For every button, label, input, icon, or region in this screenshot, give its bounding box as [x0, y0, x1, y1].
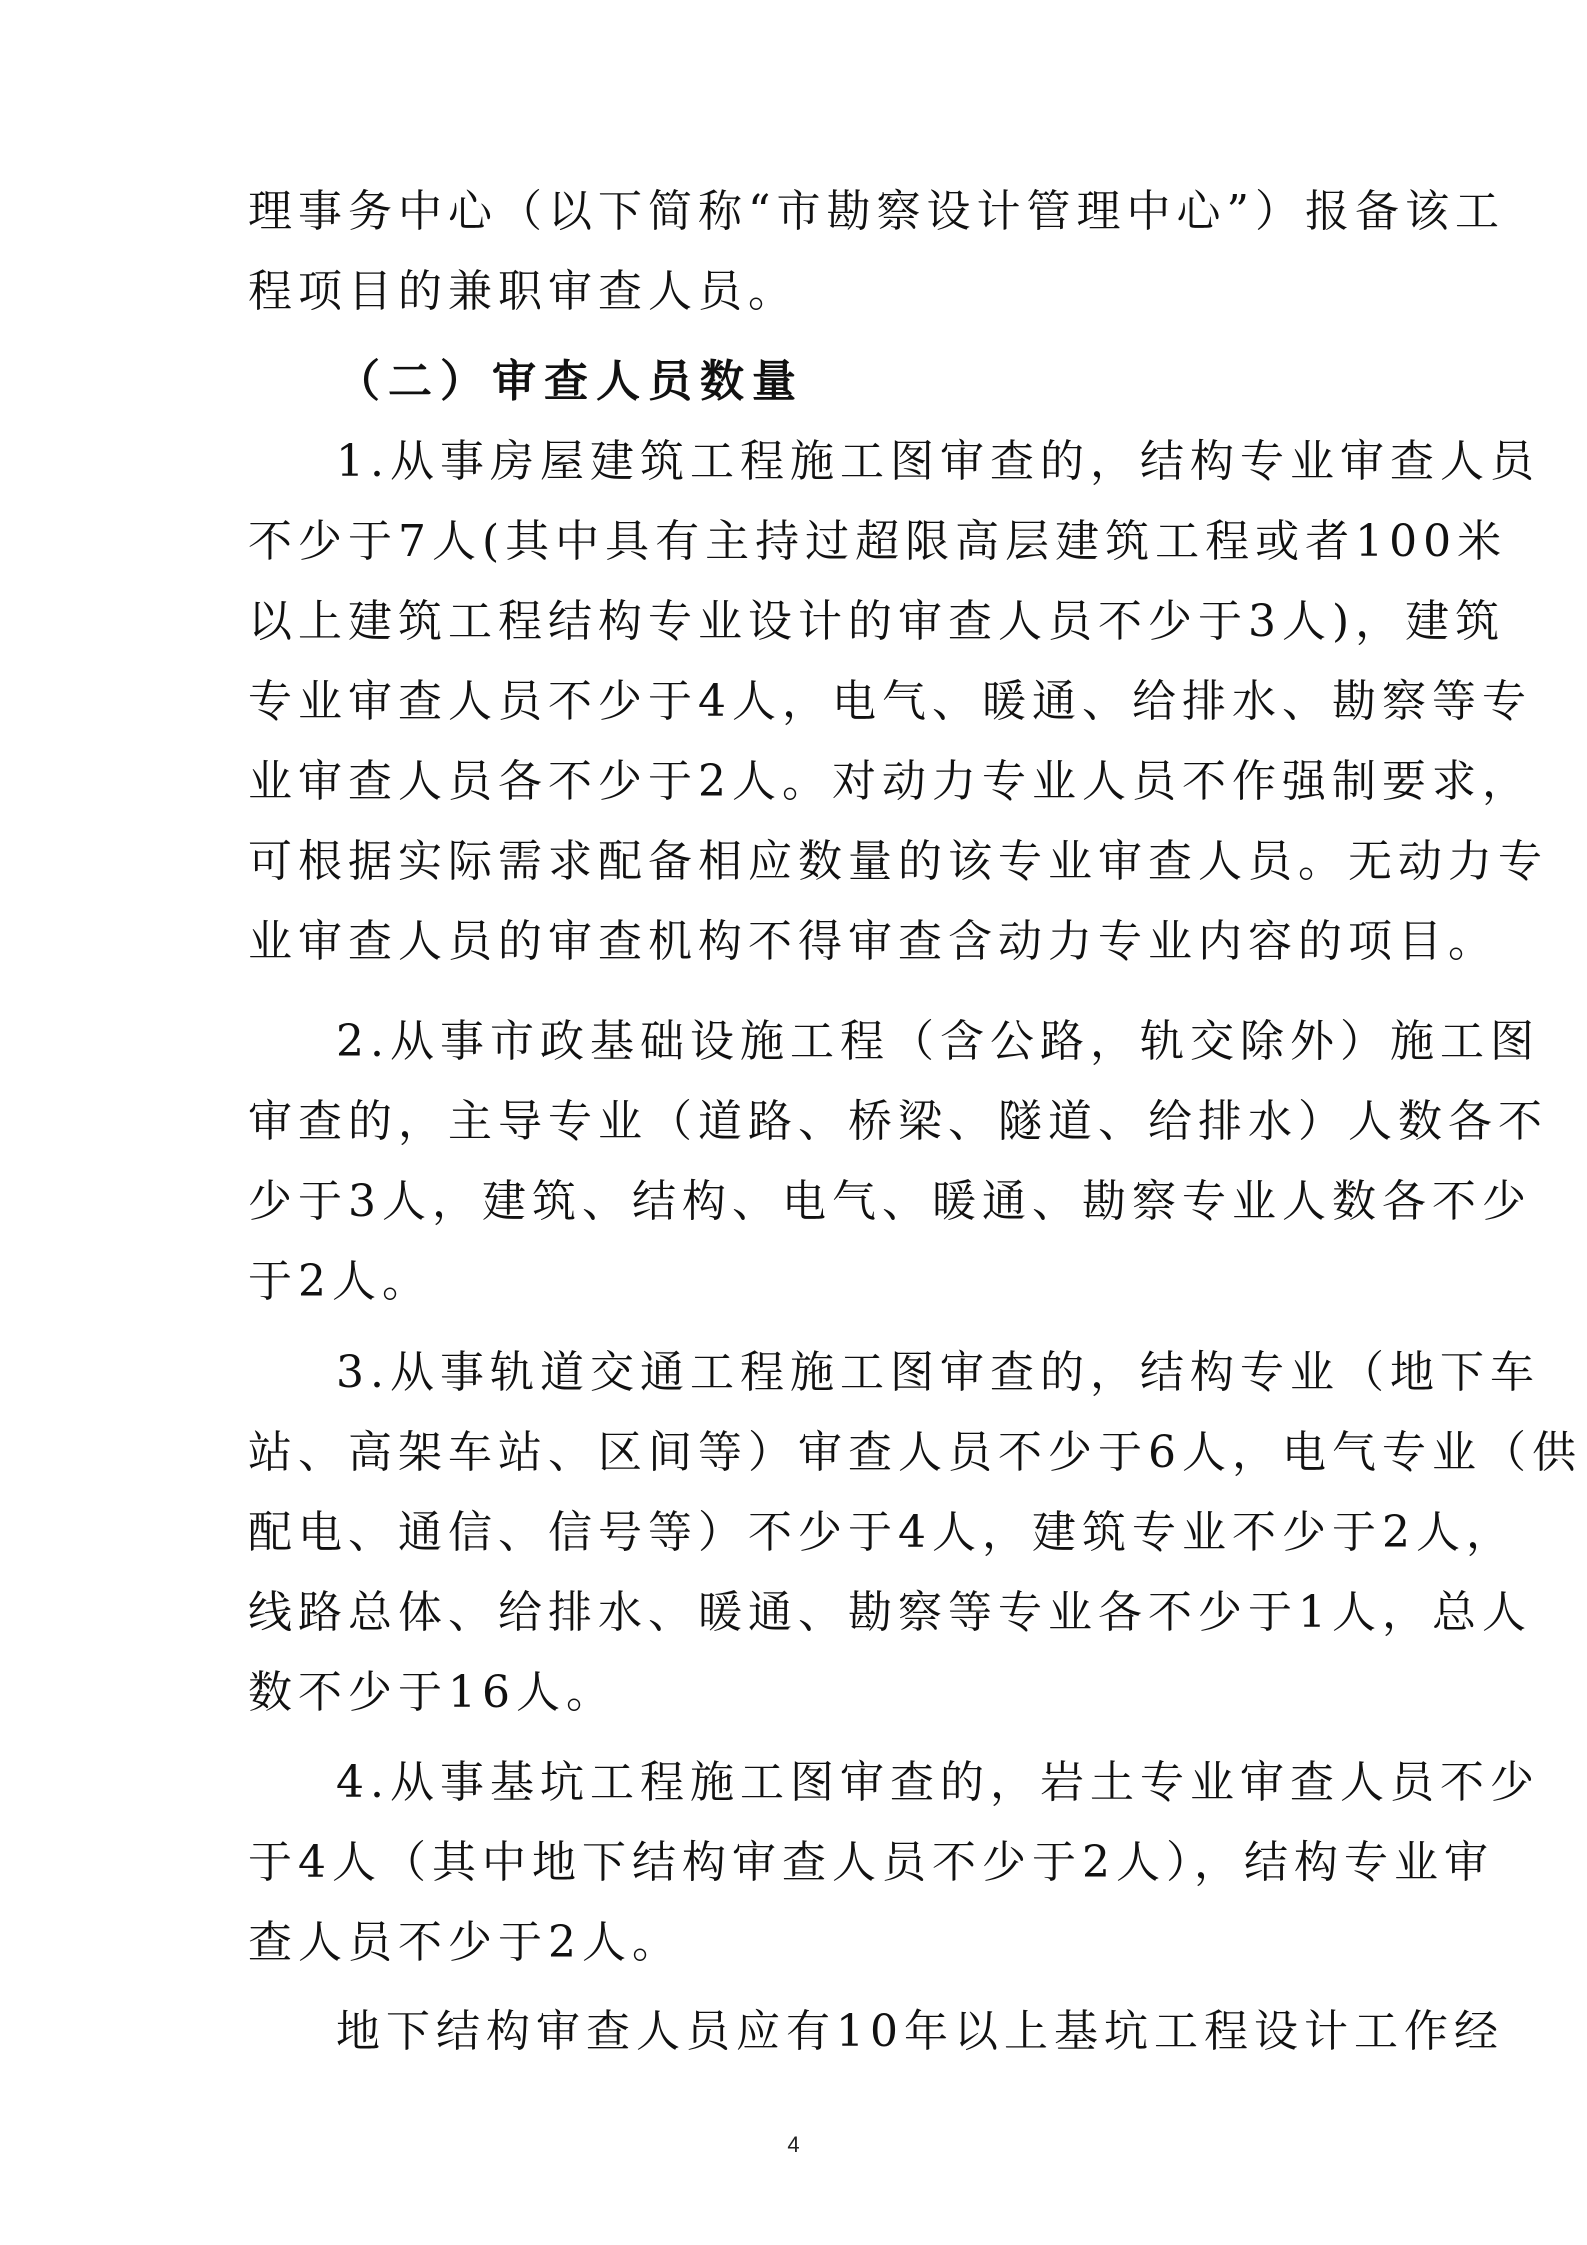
text-line: 于2人。 — [248, 1256, 432, 1307]
text-line: 审查的，主导专业（道路、桥梁、隧道、给排水）人数各不 — [248, 1096, 1548, 1147]
section-heading-block — [248, 342, 1358, 422]
paragraph-item-4 — [248, 1743, 1540, 1983]
text-line: 可根据实际需求配备相应数量的该专业审查人员。无动力专 — [248, 836, 1548, 887]
text-line: 于4人（其中地下结构审查人员不少于2人），结构专业审 — [248, 1837, 1494, 1888]
text-line: 不少于7人(其中具有主持过超限高层建筑工程或者100米 — [248, 516, 1508, 567]
text-line: 配电、通信、信号等）不少于4人，建筑专业不少于2人， — [248, 1507, 1516, 1558]
text-line: 1.从事房屋建筑工程施工图审查的，结构专业审查人员 — [336, 436, 1540, 487]
text-line: 2.从事市政基础设施工程（含公路，轨交除外）施工图 — [336, 1016, 1540, 1067]
text-line: 地下结构审查人员应有10年以上基坑工程设计工作经 — [336, 2006, 1504, 2057]
section-heading: （二）审查人员数量 — [336, 356, 804, 407]
text-line: 少于3人，建筑、结构、电气、暖通、勘察专业人数各不少 — [248, 1176, 1532, 1227]
text-line: 业审查人员的审查机构不得审查含动力专业内容的项目。 — [248, 916, 1498, 967]
text-line: 4.从事基坑工程施工图审查的，岩土专业审查人员不少 — [336, 1757, 1540, 1808]
text-line: 数不少于16人。 — [248, 1667, 616, 1718]
text-line: 专业审查人员不少于4人，电气、暖通、给排水、勘察等专 — [248, 676, 1532, 727]
text-line: 查人员不少于2人。 — [248, 1917, 682, 1968]
paragraph-underground-structure — [248, 1992, 1504, 2072]
text-line: 线路总体、给排水、暖通、勘察等专业各不少于1人，总人 — [248, 1587, 1532, 1638]
paragraph-item-3 — [248, 1333, 1582, 1733]
text-line: 理事务中心（以下简称“市勘察设计管理中心”）报备该工 — [248, 186, 1505, 237]
page-number: 4 — [787, 2132, 800, 2157]
text-line: 程项目的兼职审查人员。 — [248, 266, 798, 317]
text-line: 以上建筑工程结构专业设计的审查人员不少于3人)，建筑 — [248, 596, 1506, 647]
text-line: 站、高架车站、区间等）审查人员不少于6人，电气专业（供 — [248, 1427, 1582, 1478]
paragraph-item-1 — [248, 422, 1548, 982]
text-line: 3.从事轨道交通工程施工图审查的，结构专业（地下车 — [336, 1347, 1540, 1398]
paragraph-continued — [248, 172, 1505, 332]
paragraph-item-2 — [248, 1002, 1548, 1322]
text-line: 业审查人员各不少于2人。对动力专业人员不作强制要求， — [248, 756, 1532, 807]
